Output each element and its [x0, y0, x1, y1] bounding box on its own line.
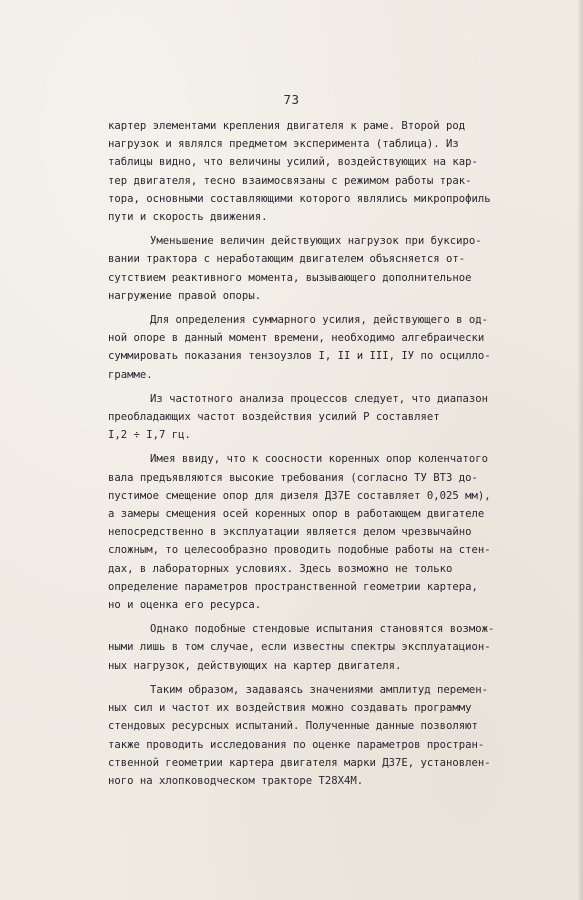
text-line: Уменьшение величин действующих нагрузок при буксиро-	[150, 235, 482, 248]
text-line: Из частотного анализа процессов следует, что диапазон	[150, 392, 489, 405]
text-line: I,2 ÷ I,7 гц.	[108, 429, 191, 442]
text-line: ственной геометрии картера двигателя марки Д37Е, установлен-	[108, 756, 491, 769]
text-line: суммировать показания тензоузлов I, II и III, IУ по осцилло-	[108, 350, 491, 363]
text-line: стендовых ресурсных испытаний. Полученные данные позволяют	[108, 720, 478, 733]
text-line: Имея ввиду, что к соосности коренных опор коленчатого	[150, 453, 489, 466]
text-line: нагружение правой опоры.	[108, 289, 262, 302]
text-line: грамме.	[108, 368, 153, 381]
text-line: картер элементами крепления двигателя к раме. Второй род	[108, 120, 466, 132]
page-edge-shadow	[577, 0, 583, 900]
text-line: Для определения суммарного усилия, действующего в од-	[150, 314, 489, 327]
body-text	[108, 117, 528, 796]
text-line: тер двигателя, тесно взаимосвязаны с режимом работы трак-	[108, 174, 472, 187]
paragraph-5	[108, 450, 528, 614]
text-line: преобладающих частот воздействия усилий Р составляет	[108, 411, 440, 424]
text-line: дах, в лабораторных условиях. Здесь возможно не только	[108, 562, 453, 575]
page-number: 73	[283, 92, 300, 107]
text-line: таблицы видно, что величины усилий, воздействующих на кар-	[108, 156, 478, 169]
paragraph-7	[108, 681, 528, 790]
paragraph-2	[108, 232, 528, 305]
text-line: Однако подобные стендовые испытания становятся возмож-	[150, 623, 495, 636]
text-line: нагрузок и являлся предметом эксперимента (таблица). Из	[108, 138, 459, 151]
text-line: а замеры смещения осей коренных опор в работающем двигателе	[108, 508, 485, 521]
paragraph-1	[108, 117, 528, 226]
text-line: определение параметров пространственной геометрии картера,	[108, 580, 478, 593]
text-line: Таким образом, задаваясь значениями амплитуд перемен-	[150, 683, 489, 696]
paragraph-6	[108, 620, 528, 675]
text-line: ных нагрузок, действующих на картер двигателя.	[108, 659, 402, 672]
text-line: пути и скорость движения.	[108, 211, 268, 224]
text-line: но и оценка его ресурса.	[108, 599, 262, 612]
text-line: вании трактора с неработающим двигателем объясняется от-	[108, 253, 466, 266]
text-line: сложным, то целесообразно проводить подобные работы на стен-	[108, 544, 491, 557]
text-line: ного на хлопководческом тракторе Т28Х4М.	[108, 774, 364, 787]
text-line: ными лишь в том случае, если известны спектры эксплуатацион-	[108, 641, 491, 654]
text-line: тора, основными составляющими которого являлись микропрофиль	[108, 192, 491, 205]
text-line: сутствием реактивного момента, вызывающего дополнительное	[108, 271, 472, 284]
text-line: также проводить исследования по оценке параметров простран-	[108, 738, 485, 751]
text-line: ной опоре в данный момент времени, необходимо алгебраически	[108, 332, 485, 345]
text-line: вала предъявляются высокие требования (согласно ТУ ВТЗ до-	[108, 471, 478, 484]
text-line: пустимое смещение опор для дизеля Д37Е составляет 0,025 мм),	[108, 489, 491, 502]
paragraph-3	[108, 311, 528, 384]
paragraph-4	[108, 390, 528, 445]
text-line: непосредственно в эксплуатации является делом чрезвычайно	[108, 526, 472, 539]
text-line: ных сил и частот их воздействия можно создавать программу	[108, 702, 472, 715]
